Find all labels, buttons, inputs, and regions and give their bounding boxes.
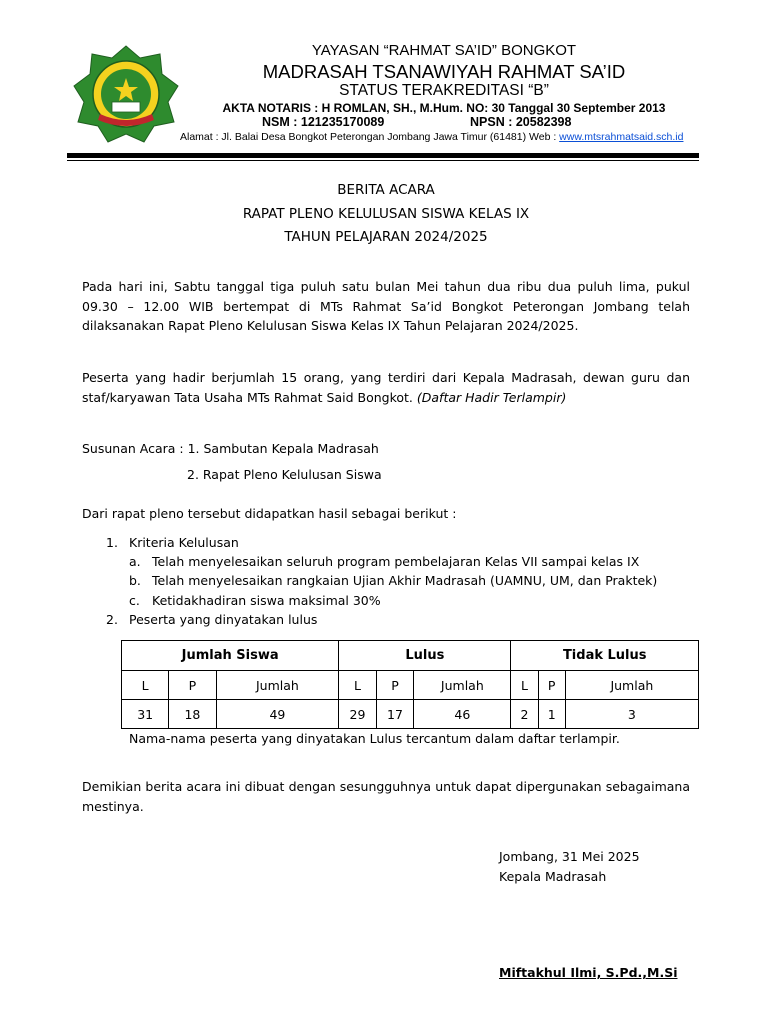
opening-line-1: Pada hari ini, Sabtu tanggal tiga puluh satu bulan Mei tahun dua ribu dua puluh lima, pukul	[82, 279, 690, 294]
signature-name: Miftakhul Ilmi, S.Pd.,M.Si	[499, 965, 678, 980]
school-logo	[70, 44, 182, 144]
sub-item-b: Telah menyelesaikan rangkaian Ujian Akhir Madrasah (UAMNU, UM, dan Praktek)	[152, 573, 658, 588]
header-total-students: Jumlah Siswa	[122, 641, 339, 671]
sub-header: Jumlah	[414, 671, 511, 700]
sub-header: P	[169, 671, 216, 700]
address-text: Alamat : Jl. Balai Desa Bongkot Peterongan Jombang Jawa Timur (61481) Web :	[180, 131, 560, 143]
header-not-passed: Tidak Lulus	[511, 641, 699, 671]
table-cell: 29	[339, 700, 376, 729]
list-number-2: 2.	[106, 612, 118, 627]
list-item-criteria: Kriteria Kelulusan	[129, 535, 239, 550]
closing-line-2: mestinya.	[82, 798, 144, 814]
header-rule-thick	[67, 153, 699, 158]
table-cell: 46	[414, 700, 511, 729]
sub-letter-a: a.	[129, 554, 141, 569]
sub-letter-c: c.	[129, 593, 140, 608]
website-link[interactable]: www.mtsrahmatsaid.sch.id	[559, 131, 684, 143]
table-cell: 1	[538, 700, 565, 729]
attendance-note: (Daftar Hadir Terlampir)	[416, 389, 567, 405]
table-cell: 31	[122, 700, 169, 729]
agenda	[82, 441, 379, 456]
sub-header: P	[376, 671, 413, 700]
sub-header: L	[122, 671, 169, 700]
sub-header: P	[538, 671, 565, 700]
header-passed: Lulus	[339, 641, 511, 671]
doc-subtitle: RAPAT PLENO KELULUSAN SISWA KELAS IX	[242, 206, 530, 222]
table-cell: 17	[376, 700, 413, 729]
agenda-item-2: 2. Rapat Pleno Kelulusan Siswa	[187, 467, 382, 482]
table-cell: 49	[216, 700, 339, 729]
table-subheader-row	[122, 671, 699, 700]
list-item-graduates: Peserta yang dinyatakan lulus	[129, 612, 318, 627]
opening-line-3: dilaksanakan Rapat Pleno Kelulusan Siswa Kelas IX Tahun Pelajaran 2024/2025.	[82, 318, 579, 333]
list-number-1: 1.	[106, 535, 118, 550]
results-intro: Dari rapat pleno tersebut didapatkan hasil sebagai berikut :	[82, 506, 457, 521]
sub-header: Jumlah	[565, 671, 698, 700]
agenda-item-1: 1. Sambutan Kepala Madrasah	[187, 441, 379, 456]
signature-place-date: Jombang, 31 Mei 2025	[499, 849, 640, 864]
table-cell: 18	[169, 700, 216, 729]
closing-line-1: Demikian berita acara ini dibuat dengan sesungguhnya untuk dapat dipergunakan sebagaimana	[82, 779, 690, 794]
sub-header: L	[511, 671, 538, 700]
sub-item-a: Telah menyelesaikan seluruh program pembelajaran Kelas VII sampai kelas IX	[152, 554, 640, 569]
address-line	[180, 131, 683, 143]
sub-item-c: Ketidakhadiran siswa maksimal 30%	[152, 593, 381, 608]
agenda-label: Susunan Acara :	[82, 441, 188, 456]
attendance-line-1: Peserta yang hadir berjumlah 15 orang, yang terdiri dari Kepala Madrasah, dewan guru dan	[82, 370, 690, 385]
table-cell: 3	[565, 700, 698, 729]
results-table	[121, 640, 699, 729]
opening-line-2: 09.30 – 12.00 WIB bertempat di MTs Rahmat Sa’id Bongkot Peterongan Jombang telah	[82, 298, 690, 314]
attendance-paragraph	[82, 368, 690, 407]
signature-position: Kepala Madrasah	[499, 869, 607, 884]
table-cell: 2	[511, 700, 538, 729]
sub-letter-b: b.	[129, 573, 141, 588]
doc-year: TAHUN PELAJARAN 2024/2025	[284, 229, 488, 245]
npsn-number: NPSN : 20582398	[470, 115, 572, 129]
sub-header: L	[339, 671, 376, 700]
school-name: MADRASAH TSANAWIYAH RAHMAT SA’ID	[262, 61, 626, 82]
header-rule-thin	[67, 160, 699, 161]
nsm-number: NSM : 121235170089	[262, 115, 385, 129]
notary-deed: AKTA NOTARIS : H ROMLAN, SH., M.Hum. NO: 30 Tanggal 30 September 2013	[222, 101, 666, 115]
table-header-row	[122, 641, 699, 671]
table-note: Nama-nama peserta yang dinyatakan Lulus tercantum dalam daftar terlampir.	[129, 731, 620, 746]
foundation-name: YAYASAN “RAHMAT SA’ID” BONGKOT	[311, 42, 577, 59]
closing-paragraph	[82, 777, 690, 816]
attendance-line-2: staf/karyawan Tata Usaha MTs Rahmat Said Bongkot.	[82, 389, 417, 405]
sub-header: Jumlah	[216, 671, 339, 700]
accreditation-status: STATUS TERAKREDITASI “B”	[339, 82, 549, 99]
table-row	[122, 700, 699, 729]
doc-title: BERITA ACARA	[337, 182, 435, 198]
opening-paragraph	[82, 277, 690, 336]
